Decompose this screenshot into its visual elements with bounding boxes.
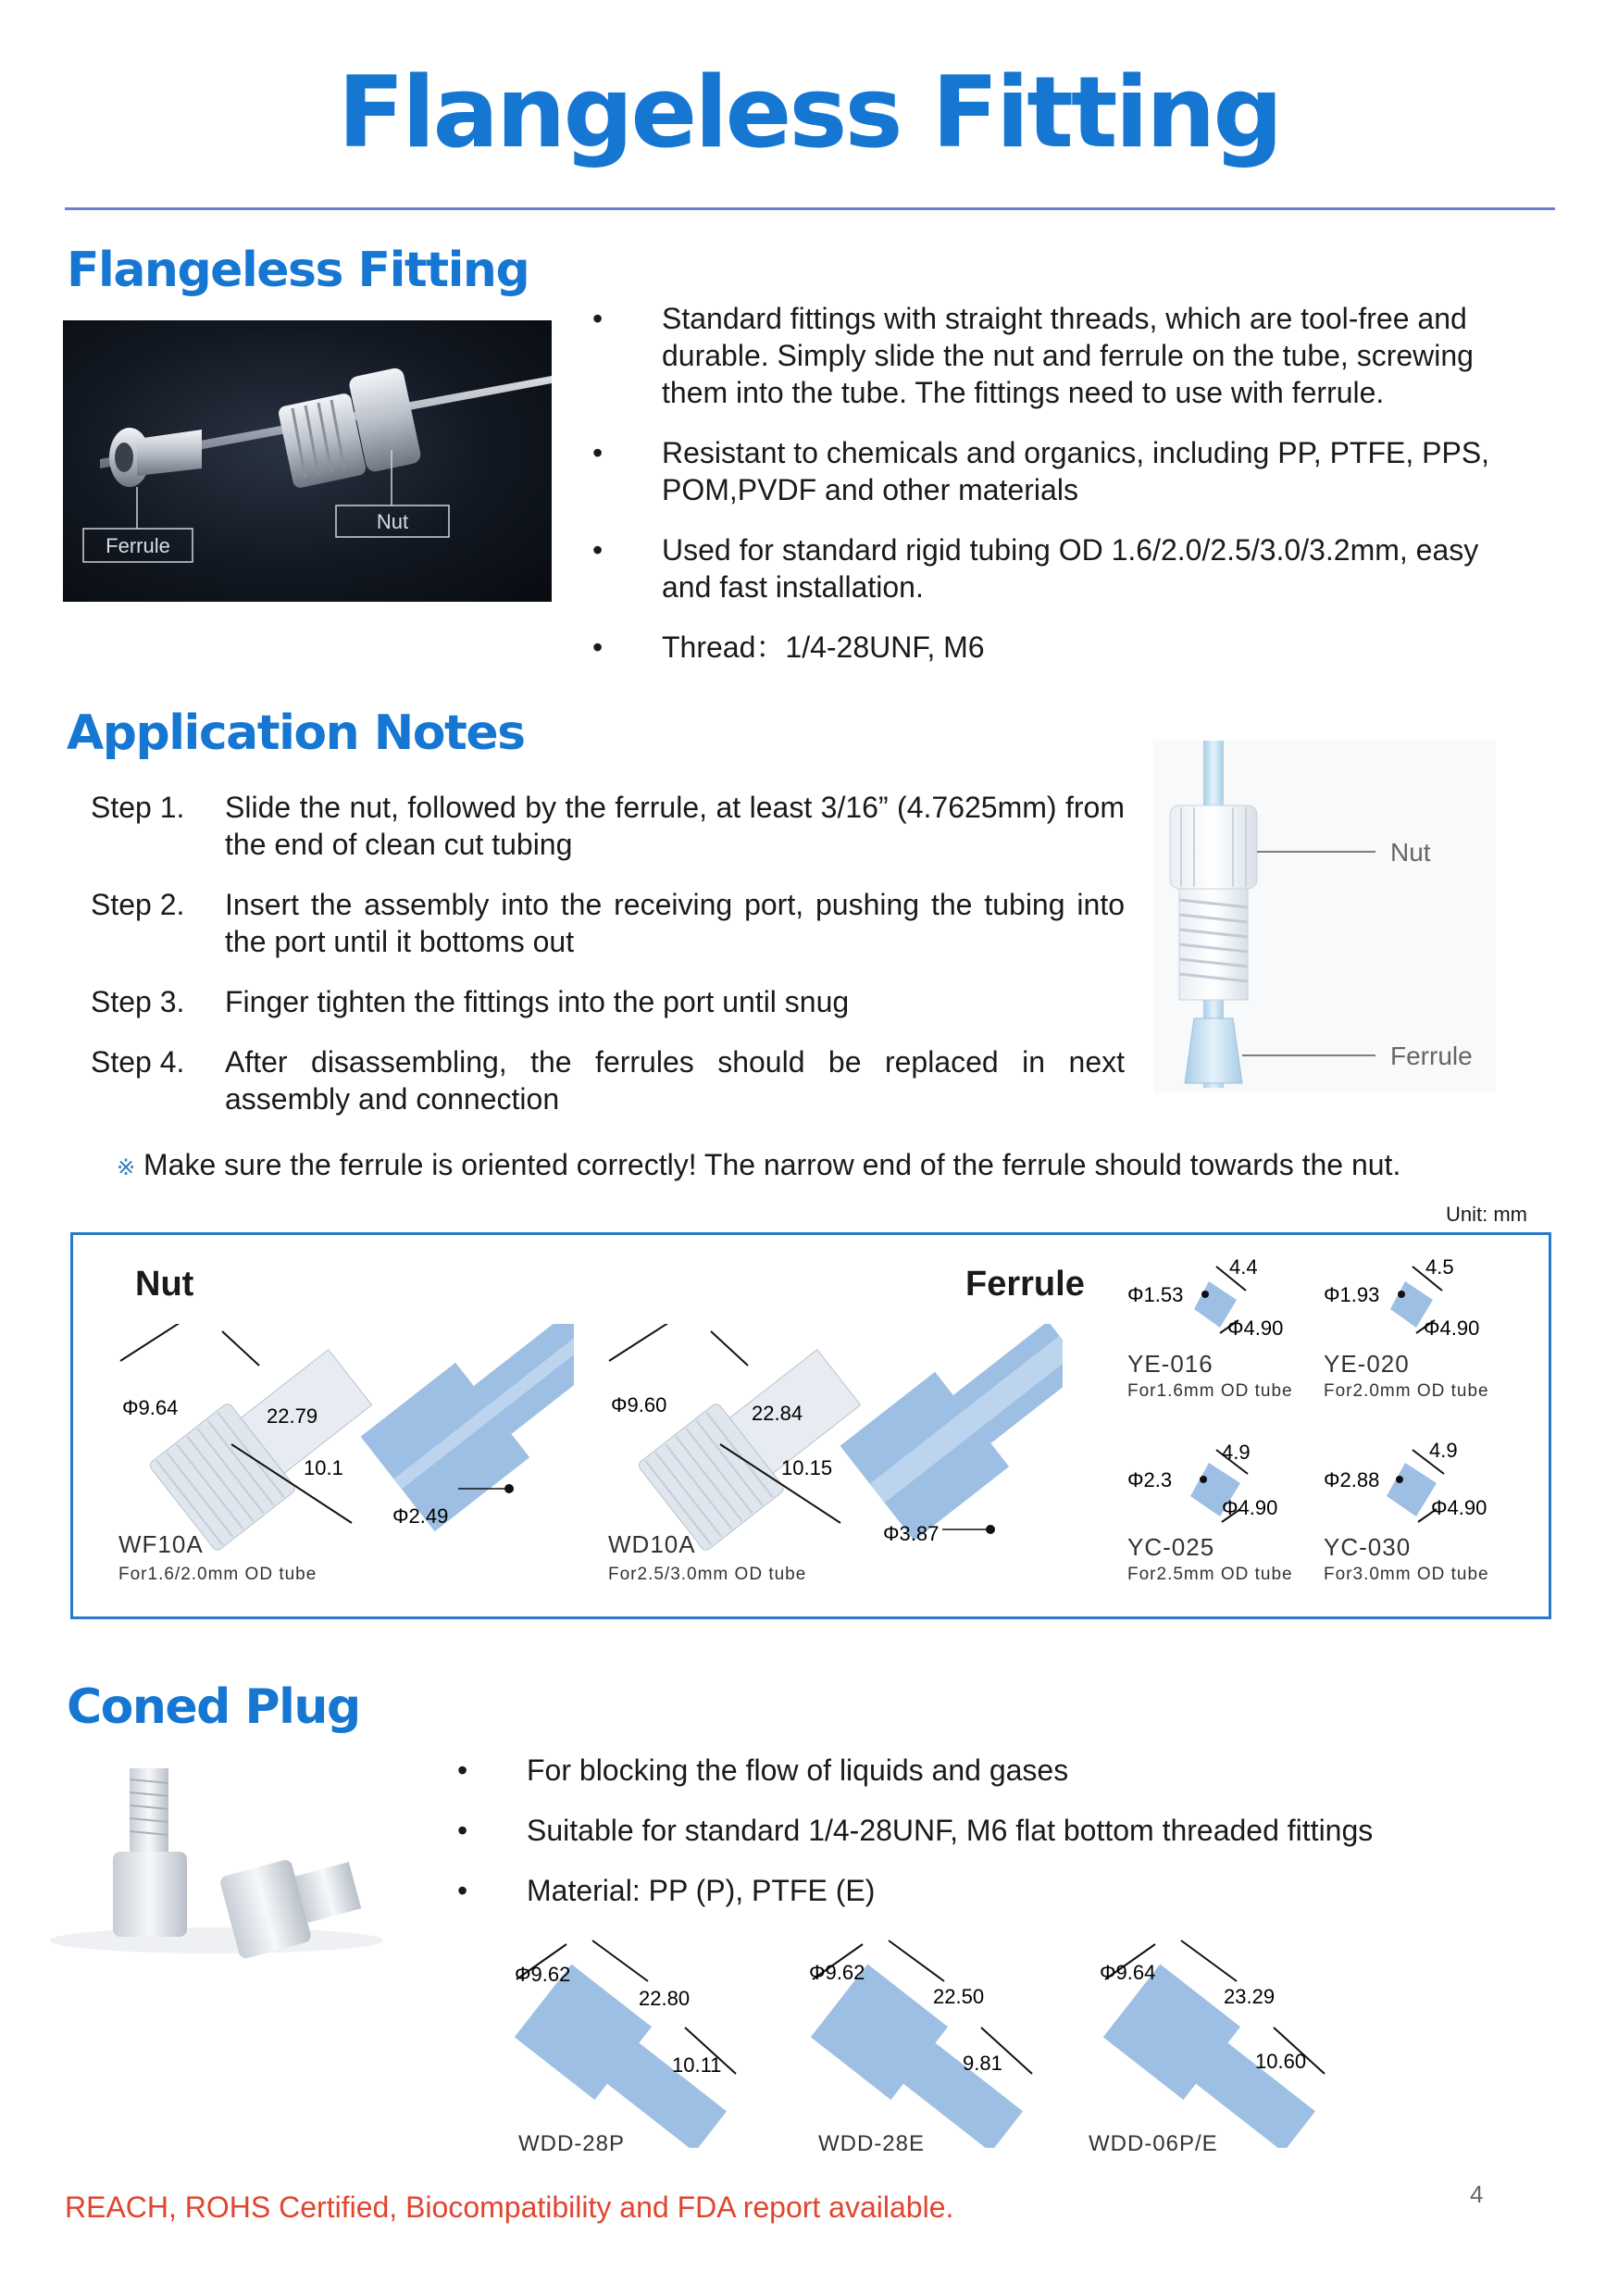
plug-code: WDD-28E <box>818 2131 926 2156</box>
ferrule-drawing-yc030 <box>1316 1437 1501 1529</box>
plug-length-label: 22.80 <box>639 1987 691 2010</box>
coned-bullet-list <box>457 1752 1522 1932</box>
flangeless-heading: Flangeless Fitting <box>67 243 529 298</box>
ferrule-inner-label: Φ1.93 <box>1324 1283 1380 1306</box>
nut-drawing-wf10a <box>111 1324 574 1565</box>
ferrule-code: YC-025 <box>1127 1533 1215 1561</box>
note-symbol: ※ <box>117 1155 136 1180</box>
ferrule-drawing-ye020 <box>1316 1252 1501 1344</box>
application-steps <box>91 789 1125 1141</box>
ferrule-drawing-ye016 <box>1120 1252 1305 1344</box>
unit-label: Unit: mm <box>1446 1203 1527 1226</box>
nut-bore-label: Φ3.87 <box>883 1522 940 1545</box>
plug-code: WDD-06P/E <box>1089 2131 1218 2156</box>
plug-length-label: 22.50 <box>933 1985 985 2008</box>
coned-heading: Coned Plug <box>67 1679 360 1735</box>
page-number: 4 <box>1470 2180 1484 2208</box>
ferrule-outer-label: Φ4.90 <box>1227 1316 1284 1340</box>
plug-dia-label: Φ9.62 <box>809 1961 865 1984</box>
photo-label-nut: Nut <box>376 510 409 533</box>
application-heading: Application Notes <box>67 705 525 761</box>
diagram-label-nut: Nut <box>1390 838 1431 867</box>
step-item: Step 3. Finger tighten the fittings into the port until snug <box>91 985 850 1018</box>
plug-length-label: 23.29 <box>1224 1985 1276 2008</box>
nut-subtitle: For2.5/3.0mm OD tube <box>608 1565 807 1584</box>
nut-thread-label: 10.15 <box>781 1456 833 1479</box>
nut-dia-label: Φ9.60 <box>611 1393 667 1416</box>
nut-thread-label: 10.1 <box>304 1456 343 1479</box>
step-item: Step 4. After disassembling, the ferrules should be replaced in next assembly and connection <box>91 1045 1125 1116</box>
ferrule-subtitle: For2.0mm OD tube <box>1324 1381 1489 1401</box>
list-item: • For blocking the flow of liquids and gases <box>457 1753 1069 1787</box>
list-item: • Standard fittings with straight threads, which are tool-free and durable. Simply slide the nut and ferrule on the tube, screwing them into the tube. The fittings need to use with ferrule. <box>592 302 1474 409</box>
ferrule-code: YC-030 <box>1324 1533 1412 1561</box>
plug-thread-label: 9.81 <box>963 2052 1002 2075</box>
nut-drawing-wd10a <box>600 1324 1063 1565</box>
ferrule-length-label: 4.9 <box>1222 1441 1251 1464</box>
ferrule-drawing-yc025 <box>1120 1437 1305 1529</box>
ferrule-code: YE-016 <box>1127 1350 1214 1378</box>
nut-code: WD10A <box>608 1530 696 1558</box>
ferrule-inner-label: Φ2.3 <box>1127 1468 1173 1491</box>
step-item: Step 1. Slide the nut, followed by the ferrule, at least 3/16” (4.7625mm) from the end of clean cut tubing <box>91 791 1125 861</box>
nut-subtitle: For1.6/2.0mm OD tube <box>118 1565 317 1584</box>
page-title: Flangeless Fitting <box>337 56 1281 169</box>
ferrule-outer-label: Φ4.90 <box>1431 1496 1487 1519</box>
list-item: • Used for standard rigid tubing OD 1.6/2.0/2.5/3.0/3.2mm, easy and fast installation. <box>592 533 1479 604</box>
fitting-photo-illustration <box>63 320 552 602</box>
ferrule-heading: Ferrule <box>965 1265 1085 1304</box>
nut-heading: Nut <box>135 1265 194 1304</box>
flangeless-bullet-list <box>592 300 1527 689</box>
step-item: Step 2. Insert the assembly into the receiving port, pushing the tubing into the port until it bottoms out <box>91 888 1125 958</box>
orientation-note: ※ Make sure the ferrule is oriented correctly! The narrow end of the ferrule should towards the nut. <box>117 1148 1401 1181</box>
plug-drawing-wdd06pe <box>1089 1935 1348 2148</box>
coned-plug-photo <box>41 1755 402 1959</box>
plug-drawing-wdd28p <box>500 1935 759 2148</box>
nut-length-label: 22.84 <box>752 1402 803 1425</box>
list-item: • Material: PP (P), PTFE (E) <box>457 1874 876 1907</box>
plug-thread-label: 10.11 <box>672 2053 722 2077</box>
ferrule-inner-label: Φ2.88 <box>1324 1468 1380 1491</box>
diagram-label-ferrule: Ferrule <box>1390 1042 1473 1070</box>
plug-dia-label: Φ9.62 <box>515 1963 571 1986</box>
nut-length-label: 22.79 <box>267 1404 318 1428</box>
ferrule-length-label: 4.4 <box>1229 1255 1258 1279</box>
list-item: • Thread：1/4-28UNF, M6 <box>592 630 985 664</box>
plug-code: WDD-28P <box>518 2131 626 2156</box>
title-divider <box>65 207 1555 210</box>
certification-footer: REACH, ROHS Certified, Biocompatibility and FDA report available. <box>65 2190 954 2224</box>
flangeless-photo <box>63 320 552 602</box>
nut-code: WF10A <box>118 1530 204 1558</box>
list-item: • Resistant to chemicals and organics, including PP, PTFE, PPS, POM,PVDF and other materials <box>592 436 1490 506</box>
ferrule-length-label: 4.9 <box>1429 1439 1458 1462</box>
ferrule-outer-label: Φ4.90 <box>1424 1316 1480 1340</box>
nut-dia-label: Φ9.64 <box>122 1396 179 1419</box>
ferrule-code: YE-020 <box>1324 1350 1410 1378</box>
ferrule-subtitle: For1.6mm OD tube <box>1127 1381 1293 1401</box>
photo-label-ferrule: Ferrule <box>106 534 170 557</box>
ferrule-outer-label: Φ4.90 <box>1222 1496 1278 1519</box>
ferrule-subtitle: For2.5mm OD tube <box>1127 1565 1293 1584</box>
ferrule-length-label: 4.5 <box>1425 1255 1454 1279</box>
ferrule-subtitle: For3.0mm OD tube <box>1324 1565 1489 1584</box>
plug-drawing-wdd28e <box>796 1935 1055 2148</box>
plug-thread-label: 10.60 <box>1255 2050 1307 2073</box>
plug-dia-label: Φ9.64 <box>1100 1961 1156 1984</box>
nut-bore-label: Φ2.49 <box>392 1504 449 1528</box>
ferrule-inner-label: Φ1.53 <box>1127 1283 1184 1306</box>
list-item: • Suitable for standard 1/4-28UNF, M6 flat bottom threaded fittings <box>457 1814 1374 1847</box>
nut-ferrule-assembly-diagram <box>1153 741 1496 1092</box>
